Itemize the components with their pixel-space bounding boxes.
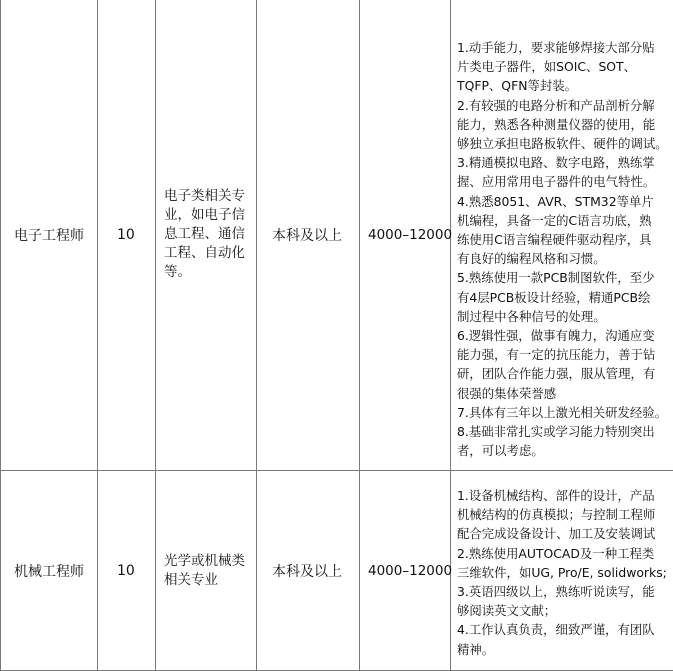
requirement-line: 5.熟练使用一款PCB制图软件，至少 [457,268,671,287]
requirement-line: 2.熟练使用AUTOCAD及一种工程类 [457,544,671,563]
table-row [1,0,673,471]
requirement-line: 研，团队合作能力强，服从管理，有 [457,364,671,383]
major-line: 工程、自动化 [164,244,250,263]
requirements-cell [451,471,673,671]
position-cell: 机械工程师 [1,471,98,671]
requirement-line: 够独立承担电路板软件、硬件的调试。 [457,134,671,153]
major-cell [156,0,257,471]
requirement-line: 6.逻辑性强，做事有魄力，沟通应变 [457,326,671,345]
requirement-line: 片类电子器件，如SOIC、SOT、 [457,57,671,76]
major-line: 相关专业 [164,571,250,590]
major-line: 业，如电子信 [164,206,250,225]
requirement-line: 精神。 [457,640,671,659]
major-line: 光学或机械类 [164,552,250,571]
requirement-line: 握、应用常用电子器件的电气特性。 [457,172,671,191]
table-row [1,471,673,671]
requirement-line: TQFP、QFN等封装。 [457,76,671,95]
requirement-line: 2.有较强的电路分析和产品剖析分解 [457,96,671,115]
headcount-cell: 10 [98,0,156,471]
requirement-line: 能力，熟悉各种测量仪器的使用，能 [457,115,671,134]
requirement-line: 3.精通模拟电路、数字电路，熟练掌 [457,153,671,172]
requirement-line: 制过程中各种信号的处理。 [457,307,671,326]
requirement-line: 4.工作认真负责，细致严谨，有团队 [457,620,671,639]
requirement-line: 4.熟悉8051、AVR、STM32等单片 [457,192,671,211]
requirement-line: 机编程，具备一定的C语言功底，熟 [457,211,671,230]
requirement-line: 机械结构的仿真模拟；与控制工程师 [457,505,671,524]
requirement-line: 有良好的编程风格和习惯。 [457,249,671,268]
requirement-line: 三维软件，如UG, Pro/E, solidworks; [457,563,671,582]
requirement-line: 者，可以考虑。 [457,441,671,460]
requirement-line: 7.具体有三年以上激光相关研发经验。 [457,403,671,422]
requirement-line: 有4层PCB板设计经验，精通PCB绘 [457,288,671,307]
requirement-line: 练使用C语言编程硬件驱动程序，具 [457,230,671,249]
major-line: 电子类相关专 [164,187,250,206]
education-cell: 本科及以上 [257,471,360,671]
requirement-line: 1.动手能力，要求能够焊接大部分贴 [457,38,671,57]
headcount-cell: 10 [98,471,156,671]
requirement-line: 8.基础非常扎实或学习能力特别突出 [457,422,671,441]
major-line: 等。 [164,263,250,282]
requirement-line: 3.英语四级以上，熟练听说读写，能 [457,582,671,601]
position-cell: 电子工程师 [1,0,98,471]
education-cell: 本科及以上 [257,0,360,471]
requirement-line: 很强的集体荣誉感 [457,384,671,403]
requirements-cell [451,0,673,471]
requirement-line: 1.设备机械结构、部件的设计，产品 [457,486,671,505]
requirement-line: 够阅读英文文献； [457,601,671,620]
requirement-line: 配合完成设备设计、加工及安装调试 [457,524,671,543]
requirement-line: 能力强，有一定的抗压能力，善于钻 [457,345,671,364]
major-cell [156,471,257,671]
salary-cell: 4000–12000 [360,471,451,671]
major-line: 息工程、通信 [164,225,250,244]
salary-cell: 4000–12000 [360,0,451,471]
